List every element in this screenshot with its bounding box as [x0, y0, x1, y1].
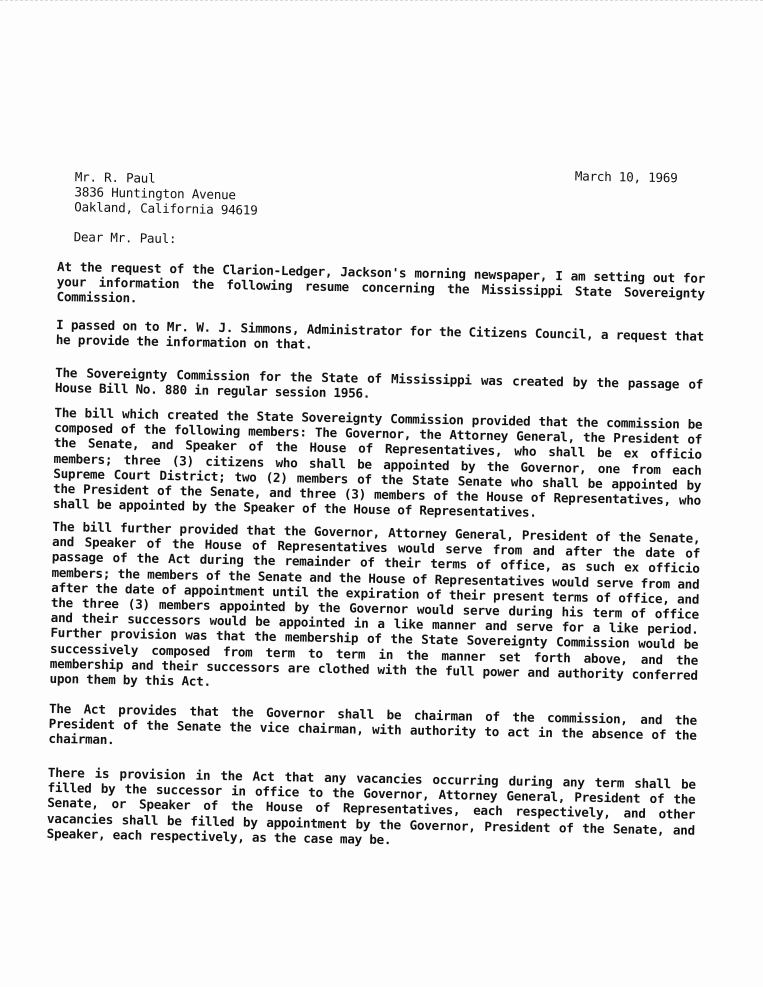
paragraph: The bill further provided that the Governor, Attorney General, President of the Senate, and Speaker of the House of Representatives would serve from and after the date of passage of the Act during the remainder of their terms of office, as such ex officio members; the members of the Senate and the House of Representatives would serve from and after the date of appointment until the expiration of their present terms of office, and the three (3) members appointed by the Governor would serve during his term of office and their successors would be appointed in a like manner and serve for a like period. Further provision was that the membership of the State Sovereignty Commission would be successively composed from term to term in the manner set forth above, and the membership and their successors are clothed with the full power and authority conferred upon them by this Act.: [49, 518, 701, 689]
paragraph: There is provision in the Act that any vacancies occurring during any term shall be filled by the successor in office to the Governor, Attorney General, President of the Senate, or Speaker of the House of Representatives, each respectively, and other vacancies shall be filled by appointment by the Governor, President of the Senate, and Speaker, each respectively, as the case may be.: [46, 764, 696, 847]
recipient-name: Mr. R. Paul: [74, 169, 156, 186]
paragraph: The Act provides that the Governor shall be chairman of the commission, and the President of the Senate the vice chairman, with authority to act in the absence of the chairman.: [48, 700, 698, 748]
letter-date: March 10, 1969: [574, 168, 678, 186]
paragraph: The Sovereignty Commission for the State of Mississippi was created by the passage of House Bill No. 880 in regular session 1956.: [54, 364, 704, 401]
salutation: Dear Mr. Paul:: [73, 229, 177, 247]
recipient-address: [74, 169, 258, 218]
paragraph: The bill which created the State Sovereignty Commission provided that the commission be composed of the following members: The Governor, the Attorney General, the President of the Senate, and Speaker of the House of Representatives, who shall be ex officio members; three (3) citizens who shall be appointed by the Governor, one from each Supreme Court District; two (2) members of the State Senate who shall be appointed by the President of the Senate, and three (3) members of the House of Representatives, who shall be appointed by the Speaker of the House of Representatives.: [52, 404, 703, 521]
recipient-street: 3836 Huntington Avenue: [74, 184, 236, 203]
letter-body: [46, 1, 712, 847]
paragraph: At the request of the Clarion-Ledger, Jackson's morning newspaper, I am setting out for your information the following resume concerning the Mississippi State Sovereignty Commission.: [56, 258, 706, 306]
paragraph: I passed on to Mr. W. J. Simmons, Administrator for the Citizens Council, a request that he provide the information on that.: [55, 316, 705, 352]
recipient-city: Oakland, California 94619: [74, 199, 258, 218]
